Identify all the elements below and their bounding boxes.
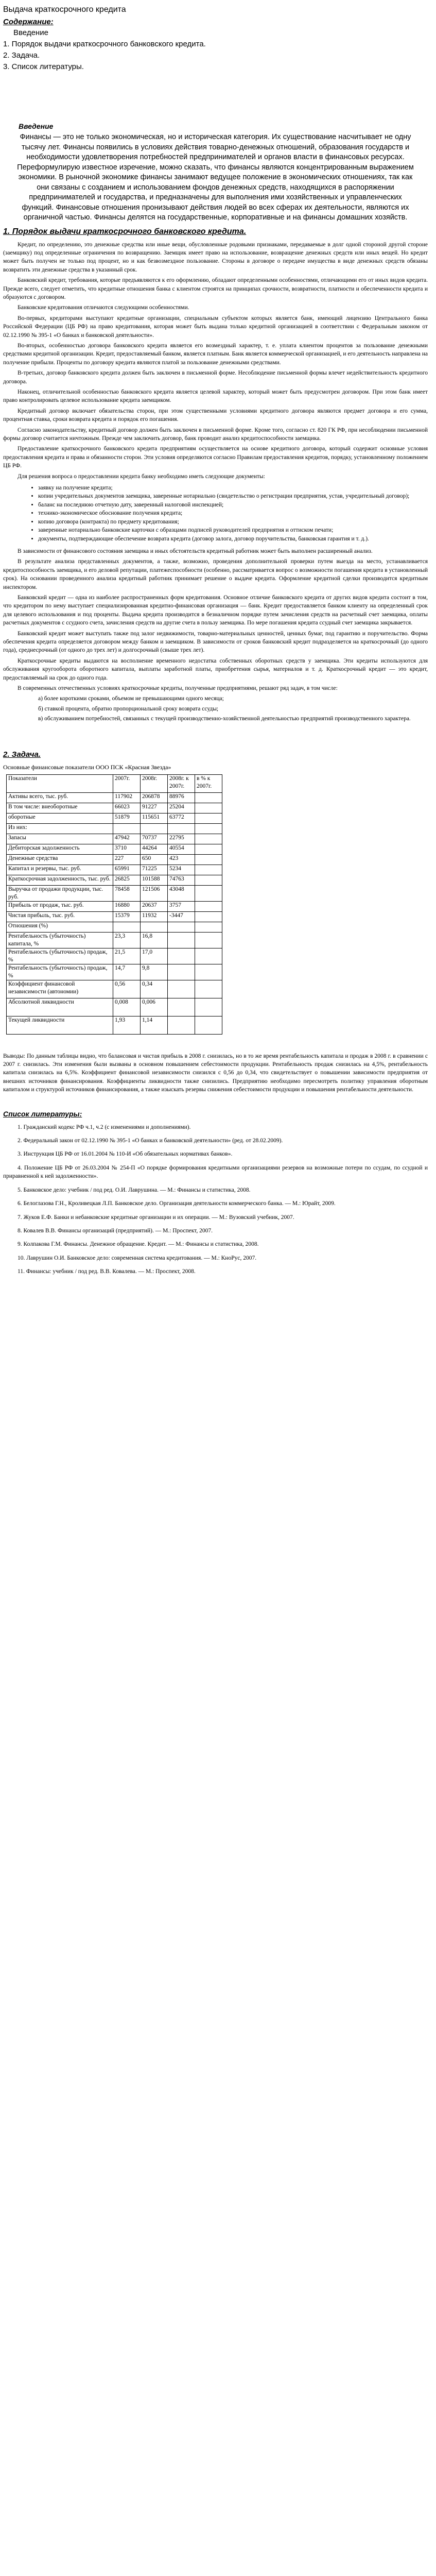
- table-cell: [141, 823, 168, 834]
- table-cell: -3447: [168, 911, 195, 922]
- table-cell: [195, 844, 222, 854]
- table-row: [7, 823, 222, 834]
- paragraph: Для решения вопроса о предоставлении кредита банку необходимо иметь следующие документы:: [18, 473, 265, 480]
- literature-item: 5. Банковское дело: учебник / под ред. О.И. Лаврушина. — М.: Финансы и статистика, 2008.: [18, 1187, 251, 1193]
- literature-item: 4. Положение ЦБ РФ от 26.03.2004 № 254-П «О порядке формирования кредитными организациями резервов на возможные потери по ссудам, по ссудной и приравненной к ней задолженности».: [3, 1164, 428, 1180]
- table-cell: 88976: [168, 792, 195, 803]
- intro-paragraph: Переформулирую известное изречение, можно сказать, что финансы являются концентрированным выражением экономики. В рыночной экономике финансы занимают ведущее положение в экономических отношениях, так как они связаны с созданием и использованием фондов денежных средств, находящихся в распоряжении предпринимателей и государства, и предназначены для выполнения ими хозяйственных и управленческих функций. Финансовые отношения пронизывают действия людей во всех сферах их деятельности, являются их органичной частью. Финансы делятся на государственные, корпоративные и на финансы домашних хозяйств.: [17, 163, 414, 222]
- table-row: [7, 948, 222, 964]
- table-cell: Текущей ликвидности: [7, 1016, 113, 1034]
- literature-item: 10. Лаврушин О.И. Банковское дело: современная система кредитования. — М.: КноРус, 2007.: [18, 1255, 257, 1261]
- table-cell: В том числе: внеоборотные: [7, 803, 113, 813]
- literature-item: 1. Гражданский кодекс РФ ч.1, ч.2 (с изменениями и дополнениями).: [18, 1124, 191, 1130]
- intro-paragraph: Финансы — это не только экономическая, но и историческая категория. Их существование насчитывает не одну тысячу лет. Финансы появились в условиях действия товарно-денежных отношений, образования государств и необходимости удовлетворения потребностей предпринимателей и органов власти в финансовых ресурсах.: [20, 133, 411, 161]
- table-cell: 16,8: [141, 932, 168, 948]
- paragraph: В зависимости от финансового состояния заемщика и иных обстоятельств кредитный работник может быть выполнен расширенный анализ.: [18, 548, 373, 554]
- list-item: • технико-экономическое обоснование получения кредита;: [38, 509, 428, 517]
- table-caption: Основные финансовые показатели ООО ПСК «Красная Звезда»: [3, 763, 171, 771]
- table-cell: Активы всего, тыс. руб.: [7, 792, 113, 803]
- paragraph: Краткосрочные кредиты выдаются на восполнение временного недостатка собственных оборотных средств у заемщика. Эти кредиты используются для обслуживания кругооборота оборотного капитала, выплаты заработной платы, приобретения сырья, материалов и т. д. Краткосрочный кредит — это кредит, предоставляемый на срок до одного года.: [3, 657, 428, 681]
- paragraph: Во-вторых, особенностью договора банковского кредита является его возмездный характер, т. е. уплата клиентом процентов за пользование денежными средствами кредитной организации. Кредит, предоставляемый банком, является платным. Банк является коммерческой организацией, и его деятельность направлена на получение прибыли. Проценты по договору кредита являются платой за пользование денежными средствами.: [3, 342, 428, 366]
- table-section-row: [7, 922, 222, 932]
- literature-item: 3. Инструкция ЦБ РФ от 16.01.2004 № 110-И «Об обязательных нормативах банков».: [18, 1151, 233, 1158]
- table-cell: [195, 792, 222, 803]
- table-cell: 2007г.: [113, 774, 141, 792]
- table-cell: [195, 803, 222, 813]
- table-cell: 5234: [168, 865, 195, 875]
- table-cell: 206878: [141, 792, 168, 803]
- table-cell: 650: [141, 854, 168, 865]
- table-cell: [195, 813, 222, 823]
- table-cell: [195, 911, 222, 922]
- table-cell: 2008г. к 2007г.: [168, 774, 195, 792]
- table-cell: [168, 998, 195, 1016]
- table-cell: [195, 980, 222, 998]
- list-item: • копию договора (контракта) по предмету кредитования;: [38, 518, 428, 526]
- paragraph: Наконец, отличительной особенностью банковского кредита является целевой характер, который может быть предусмотрен договором. При этом банк имеет право контролировать целевое использование кредита заемщиком.: [3, 389, 428, 404]
- table-row: [7, 1016, 222, 1034]
- table-cell: 227: [113, 854, 141, 865]
- table-cell: [195, 922, 222, 932]
- paragraph: В результате анализа представленных документов, а также, возможно, проведения дополнительной проверки путем выезда на место, устанавливается кредитоспособность заемщика, и его деловой репутации, платежеспособности (особенно, рассматривается вопрос о возможности погашения кредита в установленный срок). На основании проведенного анализа кредитный работник принимает решение о выдаче кредита. Оформление кредитной сделки производится кредитным инспектором.: [3, 558, 428, 590]
- table-cell: 22795: [168, 834, 195, 844]
- table-cell: 2008г.: [141, 774, 168, 792]
- table-cell: Выручка от продажи продукции, тыс. руб.: [7, 885, 113, 901]
- table-cell: [168, 1016, 195, 1034]
- literature-list: [3, 1123, 428, 1276]
- intro-text: [13, 132, 417, 223]
- table-row: [7, 834, 222, 844]
- literature-item: 2. Федеральный закон от 02.12.1990 № 395-1 «О банках и банковской деятельности» (ред. от 28.02.2009).: [18, 1138, 283, 1144]
- table-header-row: [7, 774, 222, 792]
- table-cell: 0,008: [113, 998, 141, 1016]
- table-cell: Краткосрочная задолженность, тыс. руб.: [7, 875, 113, 885]
- table-cell: 71225: [141, 865, 168, 875]
- table-cell: 44264: [141, 844, 168, 854]
- paragraph: Кредит, по определению, это денежные средства или иные вещи, обусловленные родовыми признаками, передаваемые в долг одной стороной другой стороне (заемщику) под определенные ограничения по возвращению. Заемщик имеет право на использование, возвращение денежных средств или иных вещей. Но кредит может быть получен не только под процент, но и как безвозмездное пользование. Стороны в договоре о передаче имущества в виде денежных средств обязаны возвратить эти денежные средства в указанный срок.: [3, 241, 428, 273]
- toc-item: 3. Список литературы.: [3, 62, 84, 71]
- table-cell: [195, 885, 222, 901]
- paragraph: Предоставление краткосрочного банковского кредита предприятиям осуществляется на основе кредитного договора, который содержит основные условия предоставления кредита и права и обязанности сторон. Эти условия определяются согласно Правилам предоставления кредитов, порядку, установленному положением ЦБ РФ.: [3, 446, 428, 469]
- table-cell: Капитал и резервы, тыс. руб.: [7, 865, 113, 875]
- table-cell: [195, 823, 222, 834]
- toc-item: Введение: [13, 28, 48, 37]
- paragraph: В современных отечественных условиях краткосрочные кредиты, полученные предприятиями, решают ряд задач, в том числе:: [18, 685, 338, 691]
- list-item: • заявку на получение кредита;: [38, 484, 428, 492]
- literature-item: 9. Колпакова Г.М. Финансы. Денежное обращение. Кредит. — М.: Финансы и статистика, 2008.: [18, 1241, 259, 1248]
- table-cell: 0,006: [141, 998, 168, 1016]
- conclusion-text: Выводы: По данным таблицы видно, что балансовая и чистая прибыль в 2008 г. снизилась, но в то же время рентабельность капитала и продаж в 2008 г. в сравнении с 2007 г. снизилась. Эти изменения были вызваны в основном повышением себестоимости продукции. Рентабельность продаж снизилась на 4,5%, рентабельность капитала снизилась на 6,5%. Коэффициент финансовой независимости снизился с 0,56 до 0,34, что свидетельствует о повышении зависимости предприятия от внешних источников финансирования. Коэффициенты ликвидности также снизились. Предприятию необходимо пересмотреть политику управления оборотным капиталом и структурой источников финансирования, а также изыскать резервы снижения себестоимости продукции и повышения рентабельности деятельности.: [3, 1053, 428, 1093]
- section-1-body: [3, 241, 428, 481]
- list-item: • заверенные нотариально банковские карточки с образцами подписей руководителей предприятия и оттиском печати;: [38, 526, 428, 534]
- table-cell: Показатели: [7, 774, 113, 792]
- table-row: [7, 865, 222, 875]
- table-row: [7, 803, 222, 813]
- table-cell: 3757: [168, 901, 195, 911]
- table-cell: Запасы: [7, 834, 113, 844]
- table-cell: [168, 932, 195, 948]
- table-row: [7, 885, 222, 901]
- table-cell: Денежные средства: [7, 854, 113, 865]
- section-2-heading: 2. Задача.: [3, 750, 41, 759]
- table-cell: [195, 1016, 222, 1034]
- table-cell: [168, 823, 195, 834]
- table-cell: 16880: [113, 901, 141, 911]
- table-cell: [195, 834, 222, 844]
- table-row: [7, 901, 222, 911]
- table-cell: 70737: [141, 834, 168, 844]
- table-cell: 65991: [113, 865, 141, 875]
- list-item: • документы, подтверждающие обеспечение возврата кредита (договор залога, договор поручительства, банковская гарантия и т. д.).: [38, 535, 428, 543]
- table-cell: [168, 980, 195, 998]
- table-cell: в % к 2007г.: [195, 774, 222, 792]
- table-cell: 17,0: [141, 948, 168, 964]
- table-cell: [168, 948, 195, 964]
- list-item: а) более короткими сроками, объемом не превышающими одного месяца;: [38, 696, 224, 702]
- table-row: [7, 813, 222, 823]
- toc-heading: Содержание:: [3, 18, 54, 26]
- table-cell: Рентабельность (убыточность) продаж, %: [7, 948, 113, 964]
- table-cell: Рентабельность (убыточность) продаж, %: [7, 964, 113, 980]
- list-item: б) ставкой процента, обратно пропорциональной сроку возврата ссуды;: [38, 705, 219, 712]
- list-item: • баланс на последнюю отчетную дату, заверенный налоговой инспекцией;: [38, 501, 428, 509]
- table-cell: Абсолютной ликвидности: [7, 998, 113, 1016]
- table-cell: [141, 922, 168, 932]
- table-cell: 11932: [141, 911, 168, 922]
- table-row: [7, 980, 222, 998]
- table-row: [7, 911, 222, 922]
- table-cell: Коэффициент финансовой независимости (автономии): [7, 980, 113, 998]
- paragraph: Во-первых, кредиторами выступают кредитные организации, специальным субъектом которых является банк, имеющий лицензию Центрального банка Российской Федерации (ЦБ РФ) на право кредитования, которая может быть выдана только кредитной организацией в соответствии с Федеральным законом от 02.12.1990 № 395-1 «О банках и банковской деятельности».: [3, 315, 428, 338]
- literature-item: 11. Финансы: учебник / под ред. В.В. Ковалева. — М.: Проспект, 2008.: [18, 1268, 196, 1275]
- table-row: [7, 875, 222, 885]
- table-cell: [195, 932, 222, 948]
- table-row: [7, 844, 222, 854]
- toc-item: 2. Задача.: [3, 51, 40, 60]
- table-cell: 51879: [113, 813, 141, 823]
- table-cell: [113, 823, 141, 834]
- table-cell: 0,56: [113, 980, 141, 998]
- table-cell: 21,5: [113, 948, 141, 964]
- table-row: [7, 998, 222, 1016]
- paragraph: Банковский кредит может выступать также под залог недвижимости, товарно-материальных ценностей, ценных бумаг, под гарантию и поручительство. Форма обеспечения кредита определяется договором между банком и заемщиком. В зависимости от сроков банковский кредит подразделяется на краткосрочный (до одного года), среднесрочный (от одного до трех лет) и долгосрочный (свыше трех лет).: [3, 630, 428, 654]
- section-1-heading: 1. Порядок выдачи краткосрочного банковского кредита.: [3, 227, 247, 236]
- table-cell: [195, 875, 222, 885]
- table-row: [7, 964, 222, 980]
- table-cell: 74763: [168, 875, 195, 885]
- table-cell: Рентабельность (убыточность) капитала, %: [7, 932, 113, 948]
- list-item: • копии учредительных документов заемщика, заверенные нотариально (свидетельство о регистрации предприятия, устав, учредительный договор);: [38, 492, 428, 500]
- table-cell: 15379: [113, 911, 141, 922]
- table-cell: 101588: [141, 875, 168, 885]
- tasks-sublist: [3, 694, 428, 723]
- literature-item: 6. Белоглазова Г.Н., Кроливецкая Л.П. Банковское дело. Организация деятельности коммерческого банка. — М.: Юрайт, 2009.: [18, 1200, 336, 1207]
- table-cell: 0,34: [141, 980, 168, 998]
- table-cell: 43048: [168, 885, 195, 901]
- table-cell: 47942: [113, 834, 141, 844]
- documents-list: [3, 484, 428, 543]
- table-cell: 63772: [168, 813, 195, 823]
- literature-item: 7. Жуков Е.Ф. Банки и небанковские кредитные организации и их операции. — М.: Вузовский учебник, 2007.: [18, 1214, 294, 1221]
- paragraph: Согласно законодательству, кредитный договор должен быть заключен в письменной форме. Кроме того, согласно ст. 820 ГК РФ, при несоблюдении письменной формы договор считается ничтожным. Прежде чем заключить договор, банк проводит анализ кредитоспособности заемщика.: [3, 427, 428, 442]
- table-cell: 78458: [113, 885, 141, 901]
- financial-table: [6, 774, 222, 1035]
- table-cell: 66023: [113, 803, 141, 813]
- table-row: [7, 854, 222, 865]
- table-cell: [195, 948, 222, 964]
- literature-item: 8. Ковалев В.В. Финансы организаций (предприятий). — М.: Проспект, 2007.: [18, 1227, 213, 1234]
- table-cell: [195, 854, 222, 865]
- paragraph: Банковский кредит, требования, которые предъявляются к его оформлению, обладают определенными особенностями, отличающими его от иных видов кредита. Прежде всего, следует отметить, что кредитные отношения банка с клиентом строятся на принципах срочности, возвратности, платности и обеспеченности кредита и образуются с договором.: [3, 277, 428, 300]
- table-cell: оборотные: [7, 813, 113, 823]
- table-cell: 117902: [113, 792, 141, 803]
- table-cell: [113, 922, 141, 932]
- table-cell: 23,3: [113, 932, 141, 948]
- table-cell: 1,93: [113, 1016, 141, 1034]
- table-cell: Чистая прибыль, тыс. руб.: [7, 911, 113, 922]
- table-cell: 423: [168, 854, 195, 865]
- conclusion: [3, 1052, 428, 1094]
- table-row: [7, 932, 222, 948]
- table-cell: 9,8: [141, 964, 168, 980]
- table-cell: [168, 964, 195, 980]
- table-cell: 25204: [168, 803, 195, 813]
- table-cell: [168, 922, 195, 932]
- table-cell: [195, 964, 222, 980]
- toc-item: 1. Порядок выдачи краткосрочного банковского кредита.: [3, 40, 206, 48]
- document-title: Выдача краткосрочного кредита: [3, 5, 126, 14]
- table-cell: Из них:: [7, 823, 113, 834]
- paragraph: Банковский кредит — одна из наиболее распространенных форм кредитования. Основное отличие банковского кредита от других видов кредита состоит в том, что кредитором по нему выступает специализированная кредитно-финансовая организация — банк. Кредит предоставляется банком клиенту на определенный срок для целевого использования и под проценты. Выдача кредита производится в безналичном порядке путем зачисления средств на расчетный счет заемщика, оплаты расчетных документов с ссудного счета, зачисления средств на другие счета в пользу заемщика. По мере погашения кредита ссудный счет заемщика закрывается.: [3, 594, 428, 626]
- table-cell: 1,14: [141, 1016, 168, 1034]
- table-cell: Дебиторская задолженность: [7, 844, 113, 854]
- table-cell: [195, 901, 222, 911]
- section-1-body-continued: [3, 547, 428, 693]
- paragraph: Кредитный договор включает обязательства сторон, при этом существенными условиями кредитного договора являются предмет договора и его сумма, процентная ставка, сроки возврата кредита и порядок его погашения.: [3, 408, 428, 423]
- table-cell: Прибыль от продаж, тыс. руб.: [7, 901, 113, 911]
- intro-heading: Введение: [19, 122, 54, 130]
- table-cell: [195, 998, 222, 1016]
- paragraph: Банковские кредитования отличаются следующими особенностями.: [18, 304, 189, 311]
- table-cell: Отношения (%): [7, 922, 113, 932]
- table-cell: 3710: [113, 844, 141, 854]
- table-cell: 40554: [168, 844, 195, 854]
- paragraph: В-третьих, договор банковского кредита должен быть заключен в письменной форме. Несоблюдение письменной формы влечет недействительность кредитного договора.: [3, 370, 428, 385]
- list-item: в) обслуживанием потребностей, связанных с текущей производственно-хозяйственной деятельностью предприятий производственного характера.: [38, 716, 411, 722]
- table-cell: 121506: [141, 885, 168, 901]
- table-cell: 14,7: [113, 964, 141, 980]
- literature-heading: Список литературы:: [3, 1109, 82, 1118]
- table-cell: 91227: [141, 803, 168, 813]
- table-cell: 115651: [141, 813, 168, 823]
- table-of-contents: [3, 27, 428, 73]
- table-cell: 26825: [113, 875, 141, 885]
- table-cell: [195, 865, 222, 875]
- table-row: [7, 792, 222, 803]
- table-cell: 20637: [141, 901, 168, 911]
